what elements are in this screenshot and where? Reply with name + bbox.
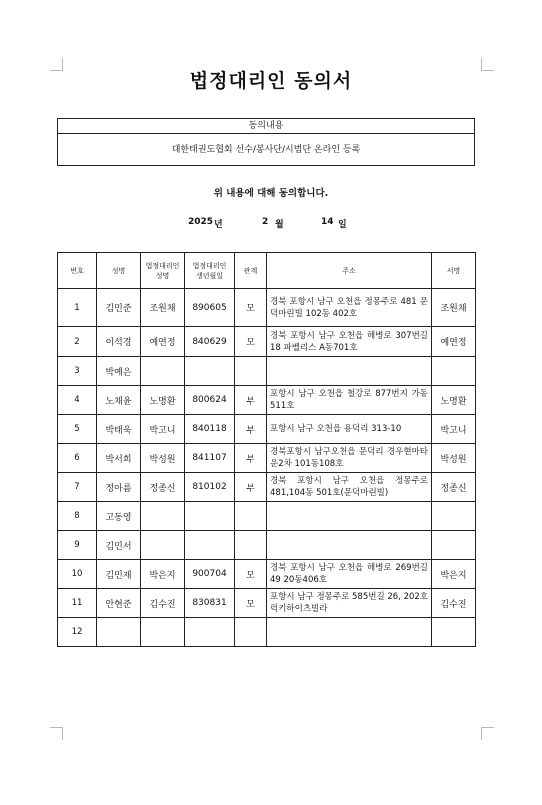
address: 포항시 남구 오천읍 철강로 877번지 가동 511호: [267, 386, 432, 415]
date-year-label: 년: [214, 220, 223, 230]
guardian-birthdate: [185, 357, 235, 386]
table-row: [58, 415, 476, 444]
consent-header: 동의내용: [58, 119, 474, 134]
guardian-birthdate: [185, 531, 235, 560]
consent-box: [57, 118, 475, 166]
relation: 모: [235, 560, 267, 589]
signature: 박성원: [432, 444, 476, 473]
student-name: 김민준: [97, 289, 141, 327]
relation: 모: [235, 327, 267, 357]
signature: 조원채: [432, 289, 476, 327]
row-number: 2: [58, 327, 97, 357]
address: [267, 357, 432, 386]
guardian-birthdate: [185, 618, 235, 647]
agreement-statement: 위 내용에 대해 동의합니다.: [213, 188, 329, 199]
student-name: 정아름: [97, 473, 141, 502]
address: [267, 502, 432, 531]
table-row: [58, 589, 476, 618]
date-month-label: 월: [275, 220, 284, 230]
row-number: 10: [58, 560, 97, 589]
guardian-name: 예연정: [141, 327, 185, 357]
row-number: 11: [58, 589, 97, 618]
relation: 모: [235, 289, 267, 327]
signature: 정종신: [432, 473, 476, 502]
date-day-label: 일: [338, 220, 347, 230]
address: 경북 포항시 남구 오천읍 해병로 269번길 49 20동406호: [267, 560, 432, 589]
row-number: 8: [58, 502, 97, 531]
guardian-name: 박은지: [141, 560, 185, 589]
table-row: [58, 502, 476, 531]
student-name: 김민재: [97, 560, 141, 589]
header-name: 성명: [97, 253, 141, 289]
table-row: [58, 289, 476, 327]
relation: [235, 502, 267, 531]
signature: 김수진: [432, 589, 476, 618]
relation: [235, 618, 267, 647]
signature: [432, 618, 476, 647]
guardian-birthdate: 830831: [185, 589, 235, 618]
row-number: 3: [58, 357, 97, 386]
guardian-name: [141, 531, 185, 560]
signature: [432, 357, 476, 386]
address: [267, 618, 432, 647]
address: 경북 포항시 남구 오천읍 정몽주로 481 문덕마린빌 102동 402호: [267, 289, 432, 327]
header-relation: 관계: [235, 253, 267, 289]
date-month: 2: [262, 217, 269, 227]
table-row: [58, 357, 476, 386]
address: 포항시 남구 정몽주로 585번길 26, 202호 럭키하이츠빌라: [267, 589, 432, 618]
table-body: [58, 289, 476, 647]
guardian-name: [141, 502, 185, 531]
guardian-name: 노명환: [141, 386, 185, 415]
header-address: 주소: [267, 253, 432, 289]
consent-text: 대한태권도협회 선수/봉사단/시범단 온라인 등록: [171, 145, 361, 155]
row-number: 9: [58, 531, 97, 560]
row-number: 1: [58, 289, 97, 327]
guardian-name: 조원채: [141, 289, 185, 327]
signature: 박은지: [432, 560, 476, 589]
table-row: [58, 531, 476, 560]
guardian-birthdate: [185, 502, 235, 531]
guardian-birthdate: 810102: [185, 473, 235, 502]
document-title: 법정대리인 동의서: [189, 70, 353, 92]
guardian-birthdate: 890605: [185, 289, 235, 327]
address: 경북 포항시 남구 오천읍 해병로 307번길18 파벨리스 A동701호: [267, 327, 432, 357]
header-signature: 서명: [432, 253, 476, 289]
address: 경북 포항시 남구 오천읍 정몽주로 481,104동 501호(문덕마린빌): [267, 473, 432, 502]
address: 포항시 남구 오천읍 용덕리 313-10: [267, 415, 432, 444]
student-name: 안현준: [97, 589, 141, 618]
table-row: [58, 618, 476, 647]
signature: 예연정: [432, 327, 476, 357]
student-name: 박서희: [97, 444, 141, 473]
row-number: 12: [58, 618, 97, 647]
page-corner-mark-bottom-right: [481, 727, 494, 740]
guardian-birthdate: 800624: [185, 386, 235, 415]
guardian-consent-table: [57, 252, 476, 647]
signature: 노명환: [432, 386, 476, 415]
student-name: 김민서: [97, 531, 141, 560]
header-guardian-name: 법정대리인 성명: [141, 253, 185, 289]
relation: 부: [235, 444, 267, 473]
page-corner-mark-bottom-left: [50, 727, 63, 740]
guardian-birthdate: 900704: [185, 560, 235, 589]
guardian-name: [141, 357, 185, 386]
address: 경북포항시 남구오천읍 문덕리 경우현마타운2차 101동108호: [267, 444, 432, 473]
relation: 부: [235, 415, 267, 444]
guardian-birthdate: 841107: [185, 444, 235, 473]
relation: [235, 357, 267, 386]
guardian-name: 박성원: [141, 444, 185, 473]
student-name: 노채윤: [97, 386, 141, 415]
student-name: [97, 618, 141, 647]
row-number: 7: [58, 473, 97, 502]
table-header-row: [58, 253, 476, 289]
date-day: 14: [321, 217, 334, 227]
table-row: [58, 560, 476, 589]
signature: 박고니: [432, 415, 476, 444]
relation: 부: [235, 473, 267, 502]
student-name: 박태욱: [97, 415, 141, 444]
date-year: 2025: [188, 217, 214, 227]
header-guardian-birth: 법정대리인 생년월일: [185, 253, 235, 289]
guardian-birthdate: 840629: [185, 327, 235, 357]
table-row: [58, 386, 476, 415]
guardian-name: 정종신: [141, 473, 185, 502]
table-row: [58, 473, 476, 502]
student-name: 박예은: [97, 357, 141, 386]
row-number: 6: [58, 444, 97, 473]
guardian-name: 김수진: [141, 589, 185, 618]
guardian-name: 박고니: [141, 415, 185, 444]
table-row: [58, 444, 476, 473]
signature: [432, 502, 476, 531]
student-name: 이석경: [97, 327, 141, 357]
relation: 모: [235, 589, 267, 618]
signature: [432, 531, 476, 560]
row-number: 4: [58, 386, 97, 415]
student-name: 고동영: [97, 502, 141, 531]
table-row: [58, 327, 476, 357]
header-no: 번호: [58, 253, 97, 289]
relation: [235, 531, 267, 560]
row-number: 5: [58, 415, 97, 444]
address: [267, 531, 432, 560]
guardian-name: [141, 618, 185, 647]
guardian-birthdate: 840118: [185, 415, 235, 444]
relation: 부: [235, 386, 267, 415]
